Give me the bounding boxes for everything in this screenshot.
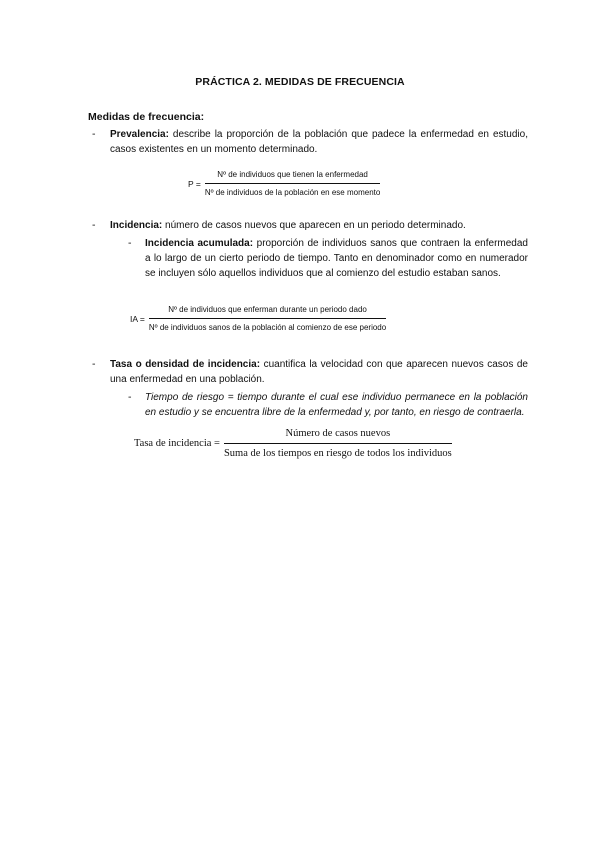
fraction-bar bbox=[224, 443, 452, 444]
formula-denominator: Nº de individuos de la población en ese momento bbox=[204, 188, 381, 197]
prevalencia-text: describe la proporción de la población que padece la enfermedad en estudio, casos existentes en un momento determinado. bbox=[110, 129, 528, 155]
incidencia-acumulada-term: Incidencia acumulada: bbox=[145, 238, 254, 249]
page-title: PRÁCTICA 2. MEDIDAS DE FRECUENCIA bbox=[195, 76, 405, 88]
formula-fraction bbox=[224, 428, 452, 459]
incidencia-text: número de casos nuevos que aparecen en un periodo determinado. bbox=[162, 220, 466, 231]
formula-numerator: Número de casos nuevos bbox=[285, 428, 391, 439]
formula-numerator: Nº de individuos que tienen la enfermedad bbox=[217, 170, 368, 179]
incidencia-acumulada-formula bbox=[130, 305, 386, 332]
tasa-text: cuantifica la velocidad con que aparecen nuevos casos de una enfermedad en una población. bbox=[110, 359, 528, 385]
formula-lhs: IA = bbox=[130, 313, 145, 324]
bullet-dash: - bbox=[92, 358, 96, 370]
fraction-bar bbox=[205, 183, 380, 184]
formula-denominator: Nº de individuos sanos de la población al comienzo de ese periodo bbox=[148, 323, 387, 332]
bullet-dash: - bbox=[92, 128, 96, 140]
section-heading: Medidas de frecuencia: bbox=[88, 111, 205, 123]
formula-fraction bbox=[149, 305, 386, 332]
formula-fraction bbox=[205, 170, 380, 197]
incidencia-term: Incidencia: bbox=[110, 220, 163, 231]
bullet-dash: - bbox=[128, 237, 132, 249]
fraction-bar bbox=[149, 318, 386, 319]
bullet-dash: - bbox=[92, 219, 96, 231]
formula-denominator: Suma de los tiempos en riesgo de todos los individuos bbox=[223, 448, 452, 459]
incidencia-paragraph bbox=[110, 218, 528, 233]
formula-numerator: Nº de individuos que enferman durante un periodo dado bbox=[168, 305, 367, 314]
formula-lhs: Tasa de incidencia = bbox=[134, 438, 220, 449]
tasa-term: Tasa o densidad de incidencia: bbox=[110, 359, 261, 370]
formula-lhs: P = bbox=[188, 178, 201, 189]
incidencia-acumulada-paragraph bbox=[145, 236, 528, 281]
prevalencia-formula bbox=[188, 170, 380, 197]
tasa-paragraph bbox=[110, 357, 528, 387]
bullet-dash: - bbox=[128, 391, 132, 403]
tiempo-riesgo-paragraph: Tiempo de riesgo = tiempo durante el cual ese individuo permanece en la población en estudio y se encuentra libre de la enfermedad y, por tanto, en riesgo de contraerla. bbox=[145, 392, 528, 418]
prevalencia-term: Prevalencia: bbox=[110, 129, 169, 140]
tasa-incidencia-formula bbox=[134, 428, 452, 459]
incidencia-acumulada-text: proporción de individuos sanos que contraen la enfermedad a lo largo de un cierto periodo de tiempo. Tanto en denominador como en numerador se incluyen sólo aquellos individuos que al comienzo del estudio estaban sanos. bbox=[145, 238, 528, 279]
prevalencia-paragraph bbox=[110, 127, 528, 157]
